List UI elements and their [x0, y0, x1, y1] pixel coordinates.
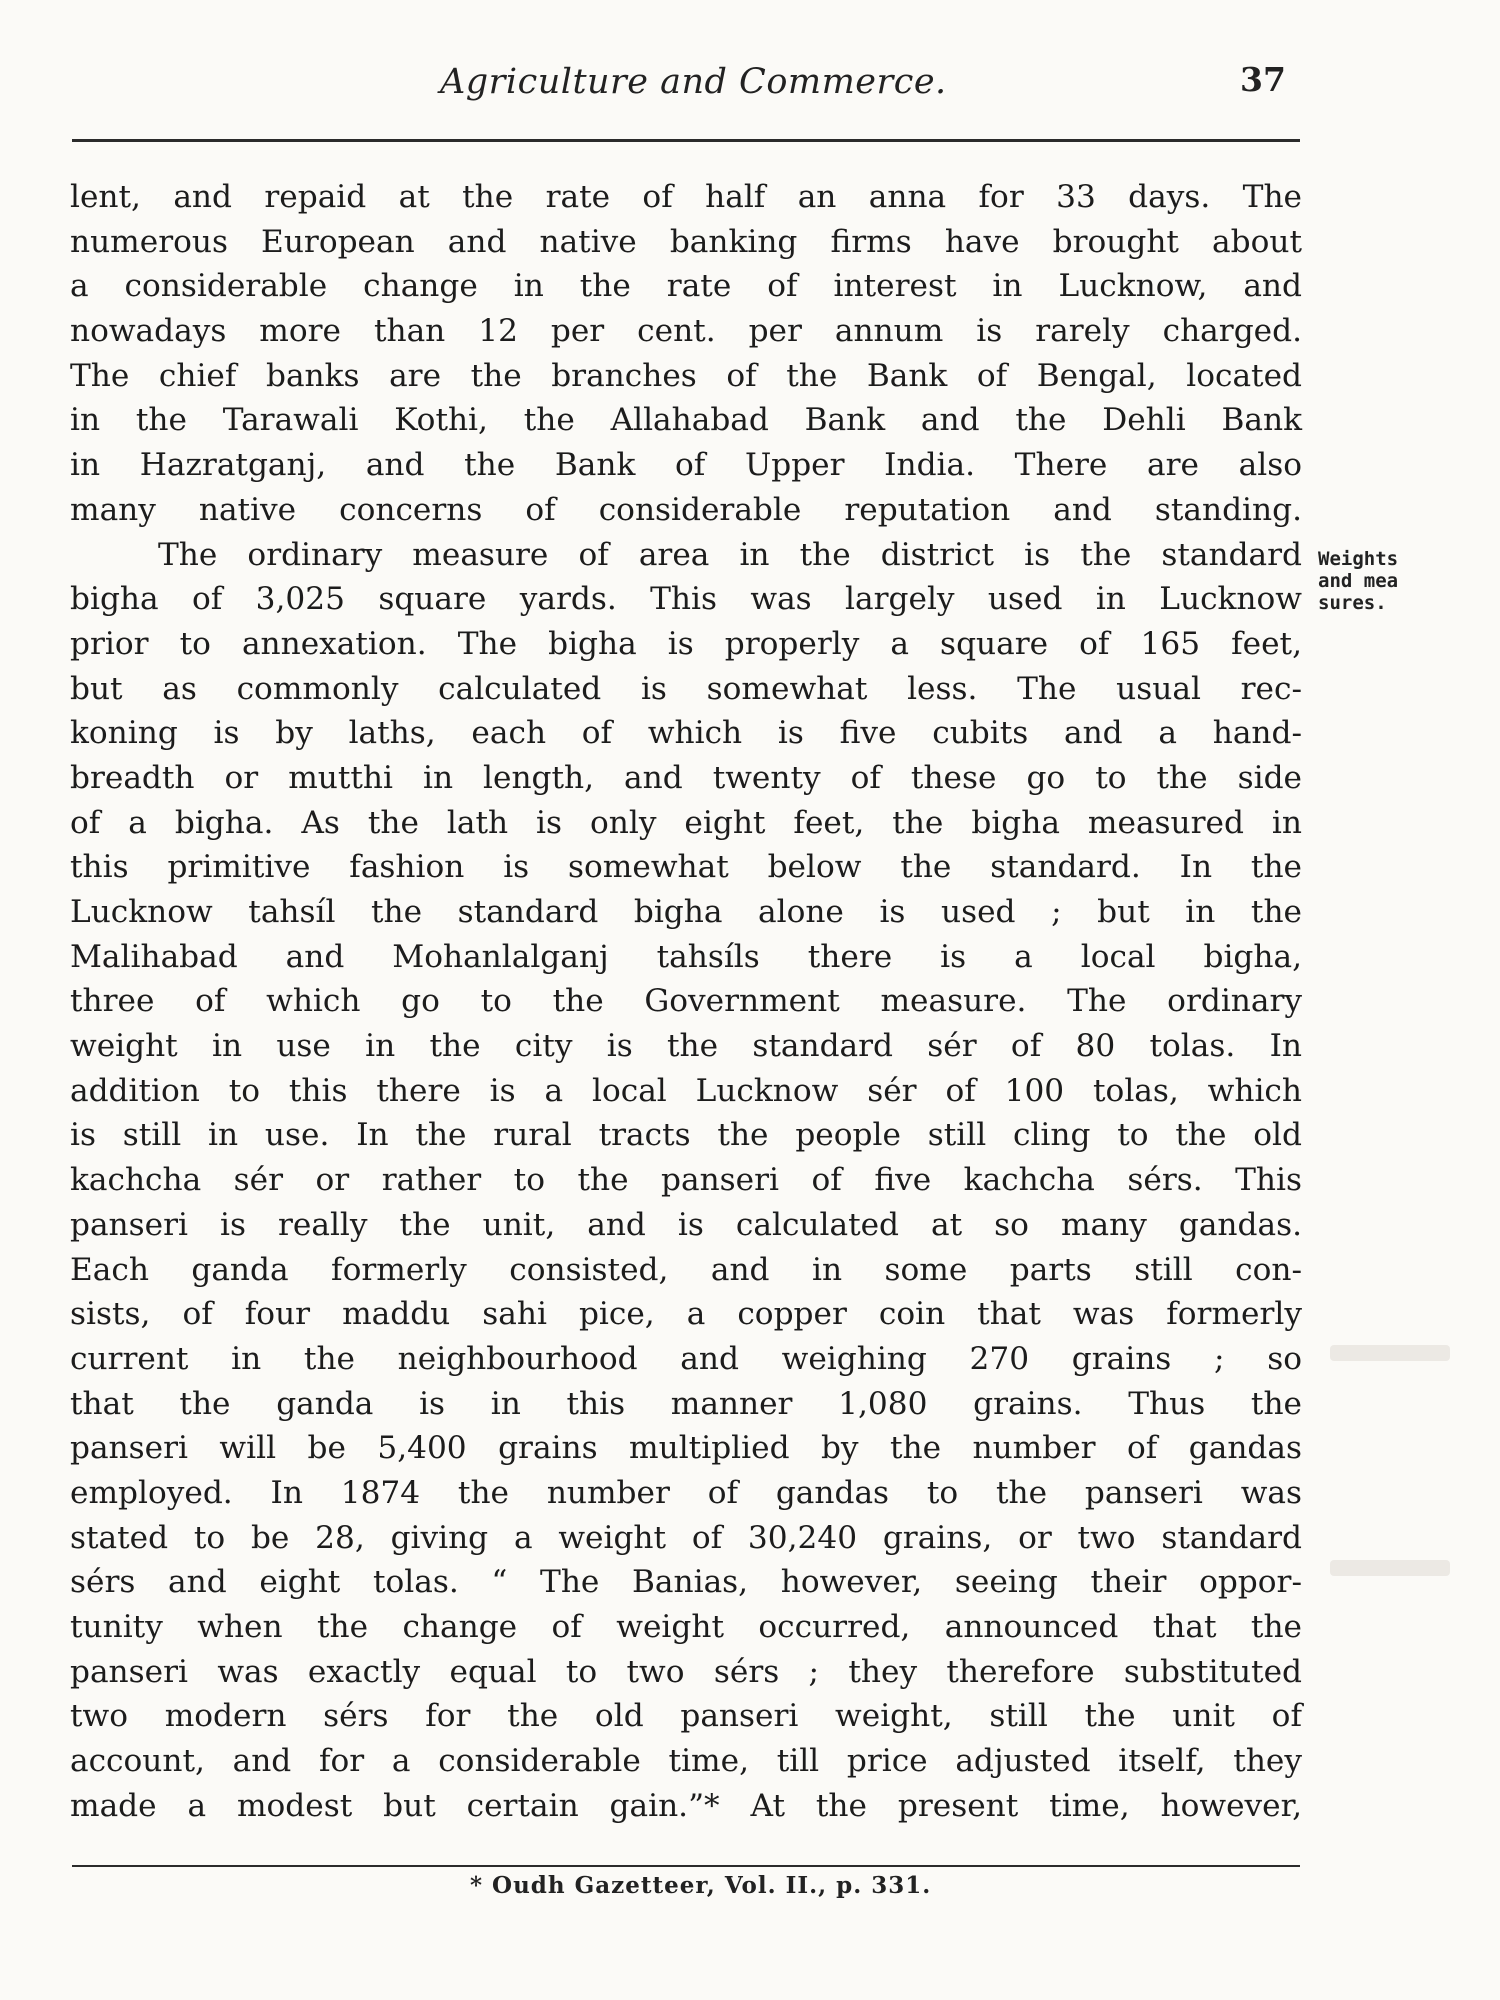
text-line: but as commonly calculated is somewhat less. The usual rec-	[70, 670, 1302, 707]
text-line: many native concerns of considerable reputation and standing.	[70, 491, 1302, 528]
text-line: The chief banks are the branches of the Bank of Bengal, located	[70, 357, 1302, 394]
text-line: three of which go to the Government measure. The ordinary	[70, 983, 1302, 1020]
text-line: employed. In 1874 the number of gandas to the panseri was	[70, 1474, 1302, 1511]
footnote-rule	[72, 1865, 1300, 1867]
text-line: in Hazratganj, and the Bank of Upper India. There are also	[70, 447, 1302, 484]
text-line: sérs and eight tolas. “ The Banias, however, seeing their oppor-	[70, 1564, 1302, 1601]
text-line: addition to this there is a local Lucknow sér of 100 tolas, which	[70, 1072, 1302, 1109]
text-line: this primitive fashion is somewhat below the standard. In the	[70, 849, 1302, 886]
text-line: sists, of four maddu sahi pice, a copper coin that was formerly	[70, 1296, 1302, 1333]
text-line: is still in use. In the rural tracts the people still cling to the old	[70, 1117, 1302, 1154]
marginal-note-line: Weights	[1318, 548, 1399, 570]
marginal-note-line: and mea	[1318, 570, 1399, 592]
text-line: of a bigha. As the lath is only eight feet, the bigha measured in	[70, 804, 1302, 841]
text-line: panseri was exactly equal to two sérs ; they therefore substituted	[70, 1653, 1302, 1690]
text-line: Lucknow tahsíl the standard bigha alone is used ; but in the	[70, 894, 1302, 930]
header-rule	[72, 139, 1300, 142]
marginal-note-line: sures.	[1318, 592, 1387, 614]
text-line: nowadays more than 12 per cent. per annum is rarely charged.	[70, 313, 1302, 350]
text-line: stated to be 28, giving a weight of 30,240 grains, or two standard	[70, 1519, 1302, 1556]
text-line: two modern sérs for the old panseri weight, still the unit of	[70, 1698, 1302, 1735]
text-line: lent, and repaid at the rate of half an anna for 33 days. The	[70, 179, 1302, 215]
text-line: current in the neighbourhood and weighing 270 grains ; so	[70, 1340, 1302, 1377]
text-line: account, and for a considerable time, till price adjusted itself, they	[70, 1743, 1302, 1780]
text-line: weight in use in the city is the standard sér of 80 tolas. In	[70, 1028, 1302, 1065]
text-line: that the ganda is in this manner 1,080 grains. Thus the	[70, 1385, 1302, 1422]
text-line: bigha of 3,025 square yards. This was largely used in Lucknow	[70, 581, 1302, 618]
text-line: numerous European and native banking firms have brought about	[70, 223, 1302, 260]
text-line: a considerable change in the rate of interest in Lucknow, and	[70, 268, 1302, 305]
footnote: * Oudh Gazetteer, Vol. II., p. 331.	[470, 1872, 932, 1899]
text-line: made a modest but certain gain.”* At the present time, however,	[70, 1787, 1302, 1824]
text-line: kachcha sér or rather to the panseri of five kachcha sérs. This	[70, 1162, 1302, 1199]
text-line: panseri is really the unit, and is calculated at so many gandas.	[70, 1206, 1302, 1243]
text-line: tunity when the change of weight occurred, announced that the	[70, 1609, 1302, 1645]
text-line: in the Tarawali Kothi, the Allahabad Bank and the Dehli Bank	[70, 402, 1302, 439]
text-line: koning is by laths, each of which is five cubits and a hand-	[70, 715, 1302, 752]
text-line: The ordinary measure of area in the district is the standard	[158, 536, 1302, 573]
text-line: Malihabad and Mohanlalganj tahsíls there is a local bigha,	[70, 938, 1302, 975]
text-line: breadth or mutthi in length, and twenty of these go to the side	[70, 759, 1302, 796]
marginal-note	[1318, 548, 1488, 614]
text-line: panseri will be 5,400 grains multiplied by the number of gandas	[70, 1430, 1302, 1467]
text-line: prior to annexation. The bigha is properly a square of 165 feet,	[70, 625, 1302, 662]
body-text	[70, 175, 1302, 1828]
bleed-through-mark	[1330, 1560, 1450, 1576]
running-title: Agriculture and Commerce.	[440, 62, 947, 102]
bleed-through-mark	[1330, 1345, 1450, 1361]
text-line: Each ganda formerly consisted, and in some parts still con-	[70, 1251, 1302, 1288]
page-number: 37	[1240, 60, 1286, 99]
